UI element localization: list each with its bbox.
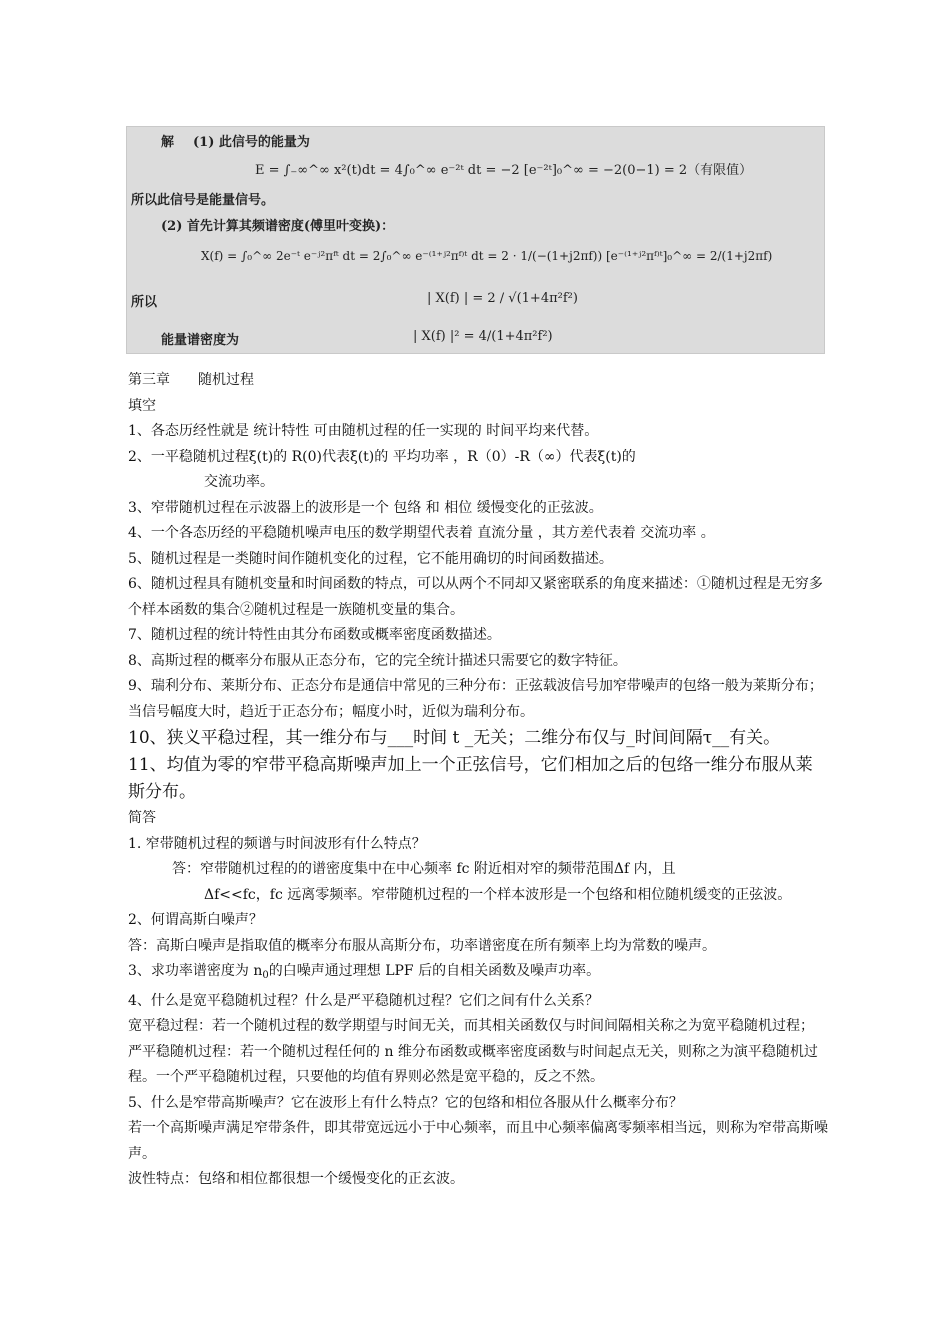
fill-question-9: 9、瑞利分布、莱斯分布、正态分布是通信中常见的三种分布：正弦载波信号加窄带噪声的包络一般为莱斯分布；当信号幅度大时，趋近于正态分布；幅度小时，近似为瑞利分布。 (128, 678, 823, 720)
document-body (128, 368, 828, 1193)
short-question-3-text: 3、求功率谱密度为 n (128, 963, 263, 979)
short-answer-4-strict-sense: 严平稳随机过程：若一个随机过程任何的 n 维分布函数或概率密度函数与时间起点无关，则称之为演平稳随机过程。一个严平稳随机过程，只要他的均值有界则必然是宽平稳的，反之不然。 (128, 1043, 818, 1085)
short-answer-2: 答：高斯白噪声是指取值的概率分布服从高斯分布，功率谱密度在所有频率上均为常数的噪声。 (128, 937, 716, 954)
solution-label: 解 (161, 135, 175, 150)
short-answer-4-wide-sense: 宽平稳过程：若一个随机过程的数学期望与时间无关，而其相关函数仅与时间间隔相关称之为宽平稳随机过程； (128, 1018, 814, 1034)
fill-question-7: 7、随机过程的统计特性由其分布函数或概率密度函数描述。 (128, 627, 501, 643)
fill-question-3: 3、窄带随机过程在示波器上的波形是一个 包络 和 相位 缓慢变化的正弦波。 (128, 499, 603, 516)
chapter-heading: 第三章 随机过程 (128, 372, 254, 388)
solution-part2-heading: (2) 首先计算其频谱密度(傅里叶变换)： (161, 219, 395, 234)
fill-question-1: 1、各态历经性就是 统计特性 可由随机过程的任一实现的 时间平均来代替。 (128, 423, 599, 439)
short-question-4: 4、什么是宽平稳随机过程？什么是严平稳随机过程？它们之间有什么关系？ (128, 992, 599, 1009)
magnitude-formula: | X(f) | = 2 / √(1+4π²f²) (427, 291, 578, 306)
short-answer-1: 答：窄带随机过程的的谱密度集中在中心频率 fc 附近相对窄的频带范围Δf 内，且 (172, 861, 676, 877)
short-answer-section-heading: 简答 (128, 810, 156, 826)
fill-question-4: 4、一个各态历经的平稳随机噪声电压的数学期望代表着 直流分量 ，其方差代表着 交流功率 。 (128, 525, 715, 541)
n0-subscript: 0 (262, 970, 269, 981)
energy-signal-conclusion: 所以此信号是能量信号。 (131, 193, 275, 208)
fourier-transform-formula: X(f) = ∫₀^∞ 2e⁻ᵗ e⁻ʲ²πᶠᵗ dt = 2∫₀^∞ e⁻⁽¹⁺ʲ²πᶠ⁾ᵗ dt = 2 · 1/(−(1+j2πf)) [e⁻⁽¹⁺ʲ²πᶠ⁾ᵗ]₀^∞ = 2/(1+j2πf) (201, 249, 773, 263)
scanned-solution-image (126, 126, 825, 354)
fill-question-5: 5、随机过程是一类随时间作随机变化的过程，它不能用确切的时间函数描述。 (128, 550, 613, 567)
fill-question-10: 10、狭义平稳过程，其一维分布与___时间 t _无关；二维分布仅与_时间间隔τ__有关。 (128, 728, 781, 748)
short-answer-5-waveform: 波性特点：包络和相位都很想一个缓慢变化的正玄波。 (128, 1171, 464, 1187)
fill-question-8: 8、高斯过程的概率分布服从正态分布，它的完全统计描述只需要它的数字特征。 (128, 652, 627, 669)
short-answer-1-continued: Δf<<fc，fc 远离零频率。窄带随机过程的一个样本波形是一个包络和相位随机缓变的正弦波。 (204, 886, 792, 903)
fill-question-2-continued: 交流功率。 (204, 474, 274, 490)
fill-question-6: 6、随机过程具有随机变量和时间函数的特点，可以从两个不同却又紧密联系的角度来描述：①随机过程是无穷多个样本函数的集合②随机过程是一族随机变量的集合。 (128, 576, 823, 618)
short-question-1: 1. 窄带随机过程的频谱与时间波形有什么特点？ (128, 835, 426, 852)
short-question-3-text-end: 的白噪声通过理想 LPF 后的自相关函数及噪声功率。 (268, 963, 601, 979)
short-question-3 (128, 959, 828, 989)
energy-spectral-density-label: 能量谱密度为 (161, 333, 240, 348)
short-answer-5: 若一个高斯噪声满足窄带条件，即其带宽远远小于中心频率，而且中心频率偏离零频率相当远，则称为窄带高斯噪声。 (128, 1120, 828, 1162)
short-question-2: 2、何谓高斯白噪声？ (128, 912, 263, 928)
energy-formula: E = ∫₋∞^∞ x²(t)dt = 4∫₀^∞ e⁻²ᵗ dt = −2 [e⁻²ᵗ]₀^∞ = −2(0−1) = 2（有限值） (255, 163, 753, 178)
fill-question-2: 2、一平稳随机过程ξ(t)的 R(0)代表ξ(t)的 平均功率 ，R（0）-R（∞）代表ξ(t)的 (128, 448, 636, 465)
short-question-5: 5、什么是窄带高斯噪声？它在波形上有什么特点？它的包络和相位各服从什么概率分布？ (128, 1094, 683, 1111)
fill-question-11: 11、均值为零的窄带平稳高斯噪声加上一个正弦信号，它们相加之后的包络一维分布服从莱斯分布。 (128, 755, 813, 802)
fill-in-section-heading: 填空 (128, 397, 156, 414)
solution-part1-heading: (1) 此信号的能量为 (193, 135, 310, 150)
energy-spectral-density-formula: | X(f) |² = 4/(1+4π²f²) (413, 329, 553, 344)
therefore-label: 所以 (131, 295, 158, 310)
